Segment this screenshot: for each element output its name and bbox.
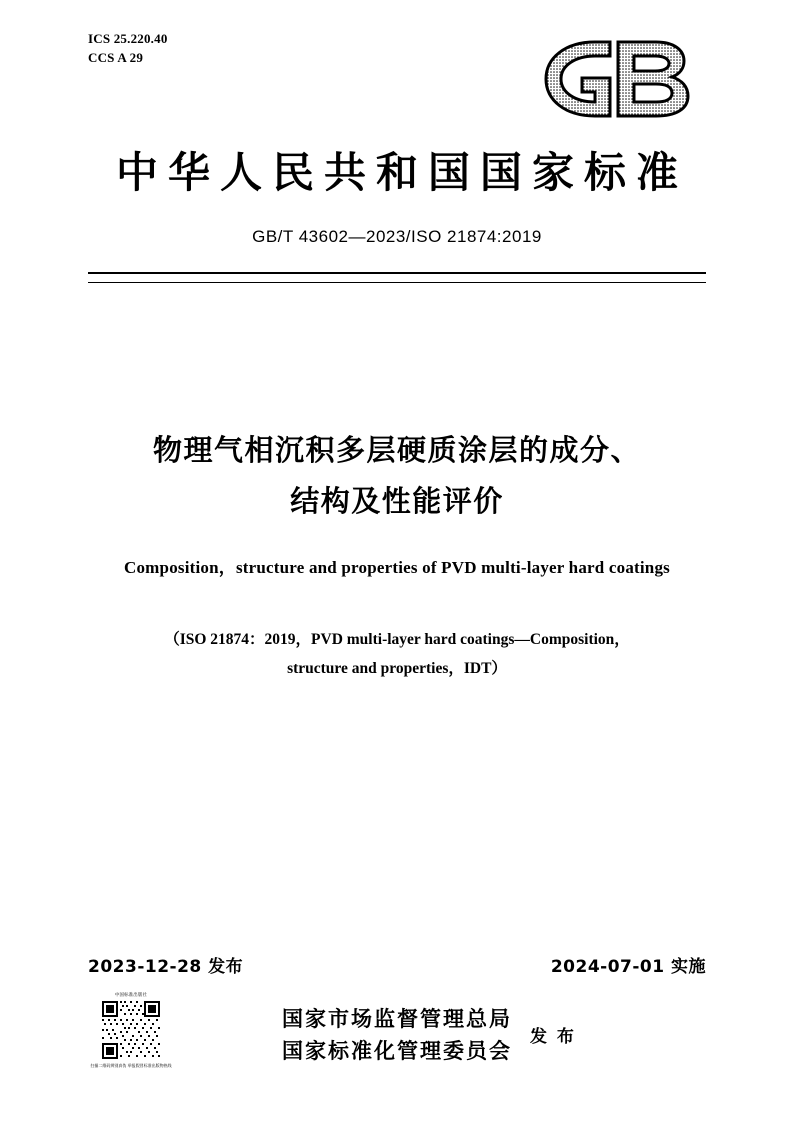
publisher-line-2: 国家标准化管理委员会 <box>282 1038 512 1063</box>
document-title-chinese-line2: 结构及性能评价 <box>290 483 504 518</box>
issue-date: 2023-12-28 发布 <box>88 957 244 977</box>
iso-equivalence-line1: （ISO 21874：2019，PVD multi-layer hard coatings—Composition， <box>164 631 630 648</box>
publisher-names <box>0 1004 794 1067</box>
ics-code: ICS 25.220.40 <box>88 31 168 46</box>
document-title-english: Composition，structure and properties of PVD multi-layer hard coatings <box>124 558 670 577</box>
standard-number: GB/T 43602—2023/ISO 21874:2019 <box>252 227 542 246</box>
qr-label-top: 中国标准出版社 <box>114 993 148 998</box>
implementation-date: 2024-07-01 实施 <box>550 957 706 977</box>
classification-codes <box>88 30 168 68</box>
iso-equivalence-line2: structure and properties，IDT） <box>287 660 507 678</box>
publish-label: 发 布 <box>530 1027 576 1047</box>
ccs-code: CCS A 29 <box>88 49 144 65</box>
gb-logo-icon <box>538 38 708 120</box>
national-standard-title: 中华人民共和国国家标准 <box>115 148 688 197</box>
divider-thin <box>88 282 706 283</box>
iso-equivalence-note <box>120 625 674 684</box>
document-title-chinese-line1: 物理气相沉积多层硬质涂层的成分、 <box>152 433 641 467</box>
qr-label-bottom: 扫描二维码辨别真伪 举报假冒标准出版物热线 <box>90 1063 172 1069</box>
divider-thick <box>88 272 706 274</box>
document-title-chinese <box>90 425 704 527</box>
publisher-line-1: 国家市场监督管理总局 <box>282 1007 512 1031</box>
